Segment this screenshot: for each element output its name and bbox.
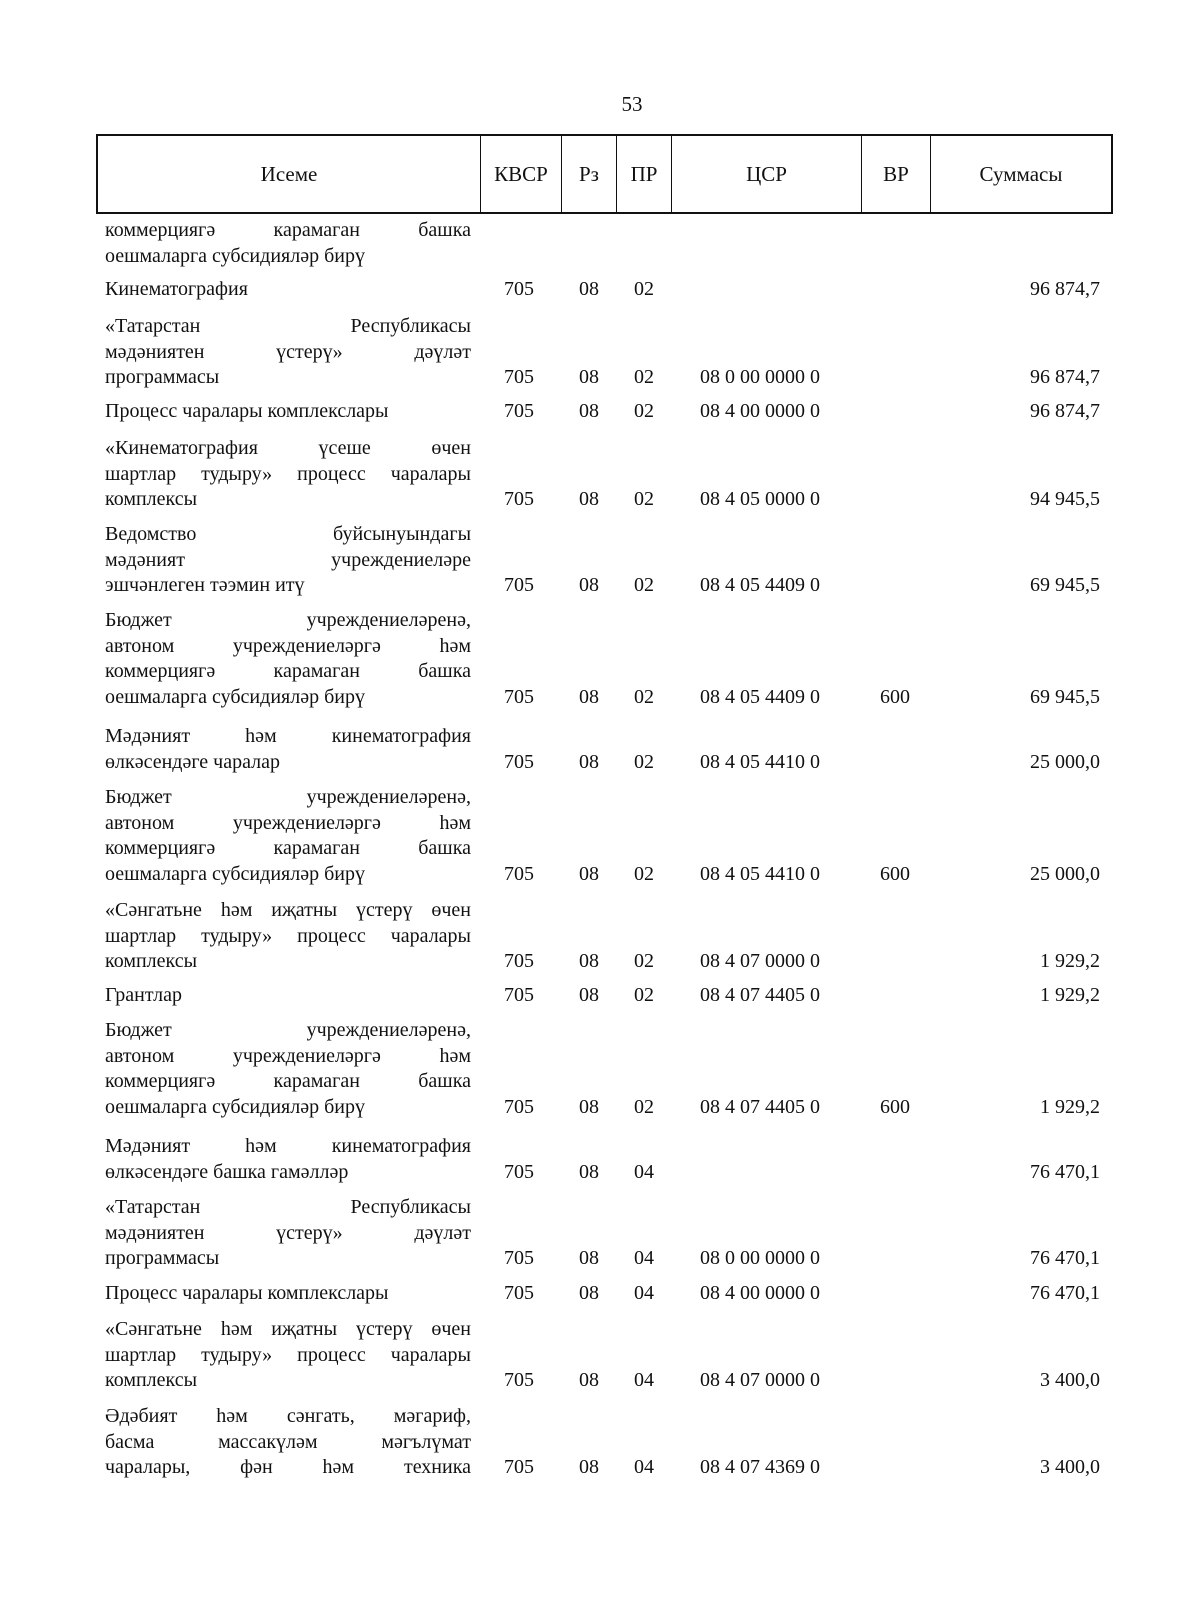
cell-pr: 04 [634, 1456, 654, 1478]
row-name-line: оешмаларга субсидияләр бирү [105, 1095, 365, 1118]
row-name-line: оешмаларга субсидияләр бирү [105, 685, 365, 708]
cell-csr: 08 4 00 0000 0 [700, 400, 820, 422]
header-csr: ЦСР [671, 136, 861, 212]
cell-kvsr: 705 [504, 366, 534, 388]
cell-rz: 08 [579, 685, 599, 708]
table-row [0, 898, 1200, 975]
cell-rz: 08 [579, 488, 599, 510]
cell-kvsr: 705 [504, 984, 534, 1006]
row-name [105, 1018, 471, 1120]
cell-kvsr: 705 [504, 488, 534, 510]
cell-rz: 08 [579, 400, 599, 422]
header-kvsr: КВСР [480, 136, 561, 212]
cell-sum: 96 874,7 [1030, 278, 1100, 300]
cell-sum: 3 400,0 [1040, 1456, 1100, 1478]
cell-pr: 04 [634, 1369, 654, 1391]
row-name-line: программасы [105, 1247, 220, 1269]
cell-rz: 08 [579, 1369, 599, 1391]
cell-pr: 02 [634, 950, 654, 972]
cell-vr: 600 [880, 685, 910, 708]
row-name-line: автоном учреждениеләргә һәм [105, 811, 471, 834]
row-name-line: эшчәнлеген тәэмин итү [105, 574, 305, 596]
cell-csr: 08 4 07 4405 0 [700, 984, 820, 1006]
cell-rz: 08 [579, 862, 599, 885]
cell-sum: 94 945,5 [1030, 488, 1100, 510]
row-name-line: «Кинематография үсеше өчен [105, 437, 471, 459]
row-name-line: өлкәсендәге чаралар [105, 750, 280, 773]
row-name-line: коммерциягә карамаган башка [105, 660, 471, 682]
cell-kvsr: 705 [504, 278, 534, 300]
row-name-line: Бюджет учреждениеләренә, [105, 609, 471, 631]
cell-pr: 02 [634, 984, 654, 1006]
cell-csr: 08 4 05 0000 0 [700, 488, 820, 510]
row-name [105, 399, 471, 425]
cell-rz: 08 [579, 1160, 599, 1183]
cell-rz: 08 [579, 1247, 599, 1269]
row-name-line: Грантлар [105, 984, 182, 1006]
row-name-line: мәдәният учреждениеләре [105, 548, 471, 571]
cell-kvsr: 705 [504, 750, 534, 773]
row-name [105, 436, 471, 513]
header-vr: ВР [861, 136, 930, 212]
cell-kvsr: 705 [504, 1095, 534, 1118]
table-row [0, 724, 1200, 775]
cell-kvsr: 705 [504, 950, 534, 972]
cell-pr: 02 [634, 685, 654, 708]
cell-sum: 76 470,1 [1030, 1160, 1100, 1183]
table-row [0, 218, 1200, 269]
row-name-line: Процесс чаралары комплекслары [105, 1282, 389, 1304]
cell-sum: 76 470,1 [1030, 1282, 1100, 1304]
row-name-line: коммерциягә карамаган башка [105, 219, 471, 241]
page-number: 53 [621, 92, 643, 116]
row-name-line: комплексы [105, 488, 198, 510]
cell-rz: 08 [579, 574, 599, 596]
table-row [0, 314, 1200, 391]
cell-sum: 25 000,0 [1030, 862, 1100, 885]
cell-pr: 02 [634, 278, 654, 300]
cell-pr: 04 [634, 1247, 654, 1269]
cell-sum: 1 929,2 [1040, 1095, 1100, 1118]
header-pr: ПР [616, 136, 671, 212]
cell-csr: 08 4 05 4410 0 [700, 862, 820, 885]
cell-csr: 08 4 07 0000 0 [700, 950, 820, 972]
cell-vr: 600 [880, 1095, 910, 1118]
row-name-line: Бюджет учреждениеләренә, [105, 786, 471, 808]
cell-csr: 08 4 05 4410 0 [700, 750, 820, 773]
row-name-line: коммерциягә карамаган башка [105, 837, 471, 859]
header-sum: Суммасы [930, 136, 1111, 212]
row-name-line: Мәдәният һәм кинематография [105, 725, 471, 747]
cell-kvsr: 705 [504, 400, 534, 422]
table-row [0, 1018, 1200, 1120]
cell-pr: 02 [634, 400, 654, 422]
cell-csr: 08 4 05 4409 0 [700, 685, 820, 708]
cell-kvsr: 705 [504, 1369, 534, 1391]
row-name [105, 522, 471, 599]
cell-vr: 600 [880, 862, 910, 885]
cell-rz: 08 [579, 984, 599, 1006]
row-name-line: шартлар тудыру» процесс чаралары [105, 1343, 471, 1366]
cell-kvsr: 705 [504, 685, 534, 708]
cell-pr: 02 [634, 574, 654, 596]
cell-sum: 3 400,0 [1040, 1369, 1100, 1391]
cell-rz: 08 [579, 950, 599, 972]
row-name [105, 608, 471, 710]
row-name-line: комплексы [105, 950, 198, 972]
row-name [105, 785, 471, 887]
row-name-line: «Сәнгатьне һәм иҗатны үстерү өчен [105, 1318, 471, 1340]
row-name-line: шартлар тудыру» процесс чаралары [105, 924, 471, 947]
row-name-line: оешмаларга субсидияләр бирү [105, 862, 365, 885]
row-name-line: автоном учреждениеләргә һәм [105, 634, 471, 657]
cell-sum: 25 000,0 [1030, 750, 1100, 773]
row-name-line: «Татарстан Республикасы [105, 1196, 471, 1218]
row-name-line: «Сәнгатьне һәм иҗатны үстерү өчен [105, 899, 471, 921]
row-name [105, 1281, 471, 1307]
cell-sum: 69 945,5 [1030, 685, 1100, 708]
cell-kvsr: 705 [504, 1456, 534, 1478]
row-name [105, 218, 471, 269]
row-name-line: басма массакүләм мәгълүмат [105, 1430, 471, 1453]
table-row [0, 983, 1200, 1009]
row-name-line: коммерциягә карамаган башка [105, 1070, 471, 1092]
table-header [96, 134, 1113, 214]
cell-pr: 02 [634, 1095, 654, 1118]
row-name [105, 1134, 471, 1185]
cell-kvsr: 705 [504, 1160, 534, 1183]
cell-kvsr: 705 [504, 1247, 534, 1269]
row-name-line: Мәдәният һәм кинематография [105, 1135, 471, 1157]
table-row [0, 785, 1200, 887]
row-name-line: Бюджет учреждениеләренә, [105, 1019, 471, 1041]
row-name-line: чаралары, фән һәм техника [105, 1456, 471, 1478]
cell-sum: 96 874,7 [1030, 400, 1100, 422]
cell-rz: 08 [579, 366, 599, 388]
header-rz: Рз [561, 136, 616, 212]
row-name [105, 1195, 471, 1272]
cell-csr: 08 4 00 0000 0 [700, 1282, 820, 1304]
header-name: Исеме [260, 161, 318, 186]
cell-sum: 1 929,2 [1040, 950, 1100, 972]
cell-kvsr: 705 [504, 862, 534, 885]
table-row [0, 399, 1200, 425]
row-name [105, 724, 471, 775]
cell-sum: 1 929,2 [1040, 984, 1100, 1006]
cell-pr: 02 [634, 862, 654, 885]
cell-rz: 08 [579, 1456, 599, 1478]
cell-csr: 08 4 05 4409 0 [700, 574, 820, 596]
table-row [0, 277, 1200, 303]
table-row [0, 1281, 1200, 1307]
table-row [0, 1134, 1200, 1185]
cell-csr: 08 0 00 0000 0 [700, 1247, 820, 1269]
cell-csr: 08 0 00 0000 0 [700, 366, 820, 388]
cell-pr: 04 [634, 1282, 654, 1304]
cell-rz: 08 [579, 1095, 599, 1118]
cell-rz: 08 [579, 278, 599, 300]
row-name-line: Ведомство буйсынуындагы [105, 523, 471, 545]
cell-rz: 08 [579, 750, 599, 773]
row-name [105, 277, 471, 303]
row-name-line: шартлар тудыру» процесс чаралары [105, 462, 471, 485]
row-name [105, 314, 471, 391]
row-name-line: мәдәниятен үстерү» дәүләт [105, 340, 471, 363]
row-name [105, 1317, 471, 1394]
cell-kvsr: 705 [504, 1282, 534, 1304]
cell-rz: 08 [579, 1282, 599, 1304]
cell-pr: 02 [634, 366, 654, 388]
cell-sum: 96 874,7 [1030, 366, 1100, 388]
cell-pr: 02 [634, 750, 654, 773]
row-name [105, 898, 471, 975]
row-name-line: Кинематография [105, 278, 248, 300]
table-row [0, 1195, 1200, 1272]
row-name-line: өлкәсендәге башка гамәлләр [105, 1160, 349, 1183]
row-name-line: комплексы [105, 1369, 198, 1391]
cell-pr: 02 [634, 488, 654, 510]
row-name-line: автоном учреждениеләргә һәм [105, 1044, 471, 1067]
row-name-line: Процесс чаралары комплекслары [105, 400, 389, 422]
row-name-line: оешмаларга субсидияләр бирү [105, 244, 365, 267]
table-row [0, 608, 1200, 710]
cell-csr: 08 4 07 4405 0 [700, 1095, 820, 1118]
cell-kvsr: 705 [504, 574, 534, 596]
table-row [0, 436, 1200, 513]
table-row [0, 1317, 1200, 1394]
table-row [0, 1404, 1200, 1481]
row-name-line: «Татарстан Республикасы [105, 315, 471, 337]
row-name-line: Әдәбият һәм сәнгать, мәгариф, [105, 1405, 471, 1427]
row-name-line: мәдәниятен үстерү» дәүләт [105, 1221, 471, 1244]
row-name-line: программасы [105, 366, 220, 388]
cell-sum: 69 945,5 [1030, 574, 1100, 596]
cell-csr: 08 4 07 0000 0 [700, 1369, 820, 1391]
cell-sum: 76 470,1 [1030, 1247, 1100, 1269]
row-name [105, 983, 471, 1009]
table-row [0, 522, 1200, 599]
cell-csr: 08 4 07 4369 0 [700, 1456, 820, 1478]
row-name [105, 1404, 471, 1481]
cell-pr: 04 [634, 1160, 654, 1183]
